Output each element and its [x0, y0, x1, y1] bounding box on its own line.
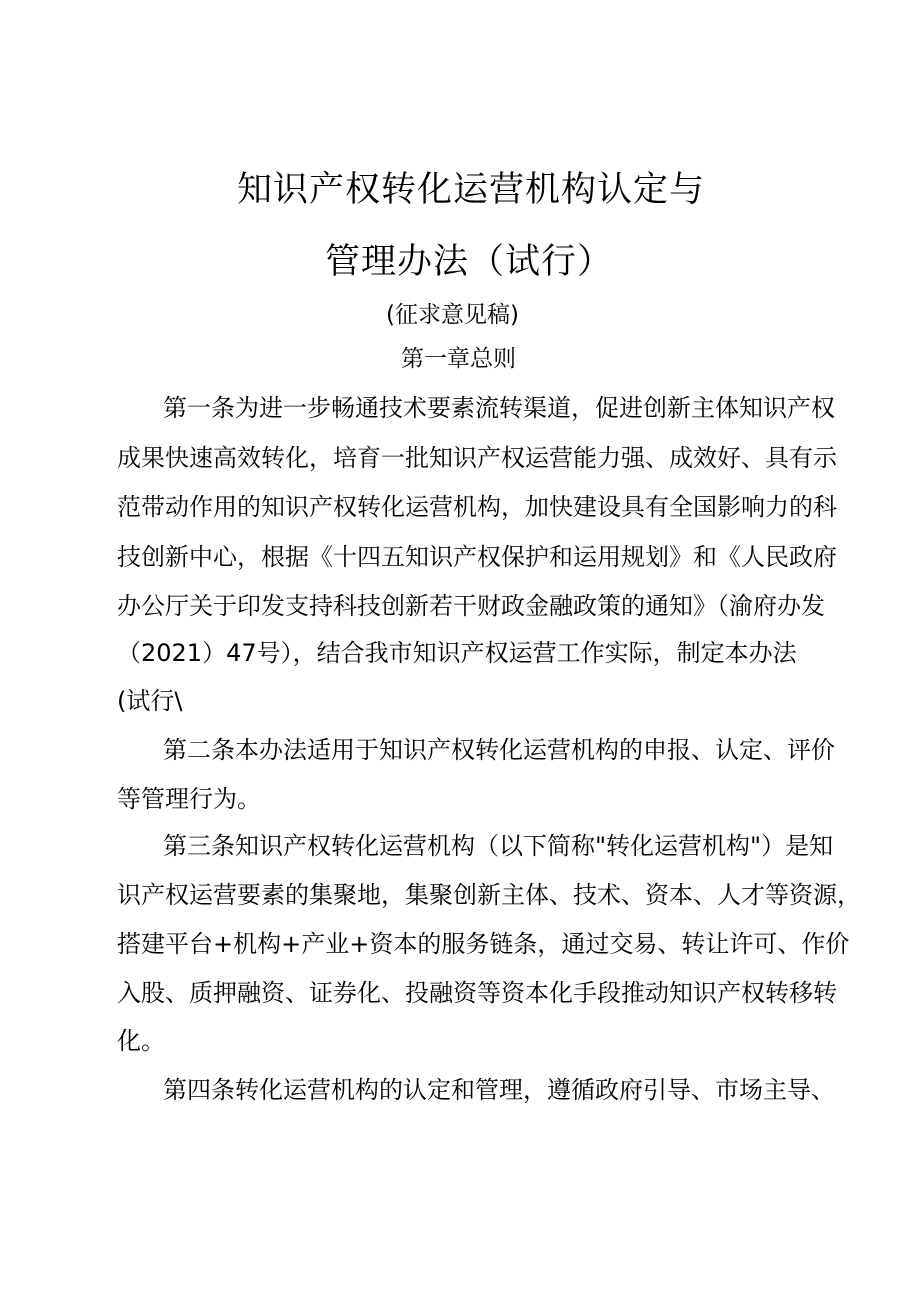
article-1-line-6: （2021）47号），结合我市知识产权运营工作实际，制定本办法 [117, 639, 797, 667]
document-title-line-1: 知识产权转化运营机构认定与 [237, 170, 706, 210]
article-1-line-2: 成果快速高效转化，培育一批知识产权运营能力强、成效好、具有示 [117, 444, 837, 472]
document-title-line-2: 管理办法（试行） [325, 242, 614, 282]
article-1-line-7: (试行\ [117, 687, 183, 715]
article-3-line-5: 化。 [117, 1027, 165, 1055]
article-3-line-1: 第三条知识产权转化运营机构（以下简称"转化运营机构"）是知 [163, 832, 834, 860]
article-1-line-5: 办公厅关于印发支持科技创新若干财政金融政策的通知》（渝府办发 [117, 592, 825, 620]
article-3-line-4: 入股、质押融资、证券化、投融资等资本化手段推动知识产权转移转 [117, 979, 837, 1007]
article-1-line-1: 第一条为进一步畅通技术要素流转渠道，促进创新主体知识产权 [163, 394, 835, 422]
article-3-line-3: 搭建平台+机构+产业+资本的服务链条，通过交易、转让许可、作价 [117, 930, 850, 958]
article-1-line-4: 技创新中心，根据《十四五知识产权保护和运用规划》和《人民政府 [117, 543, 837, 571]
article-2-line-1: 第二条本办法适用于知识产权转化运营机构的申报、认定、评价 [163, 736, 835, 764]
document-subtitle: (征求意见稿) [386, 302, 519, 328]
article-3-line-2: 识产权运营要素的集聚地，集聚创新主体、技术、资本、人才等资源， [117, 881, 861, 909]
article-2-line-2: 等管理行为。 [117, 785, 261, 813]
article-4-line-1: 第四条转化运营机构的认定和管理，遵循政府引导、市场主导、 [163, 1076, 835, 1104]
article-1-line-3: 范带动作用的知识产权转化运营机构，加快建设具有全国影响力的科 [117, 493, 837, 521]
chapter-heading: 第一章总则 [401, 346, 516, 372]
